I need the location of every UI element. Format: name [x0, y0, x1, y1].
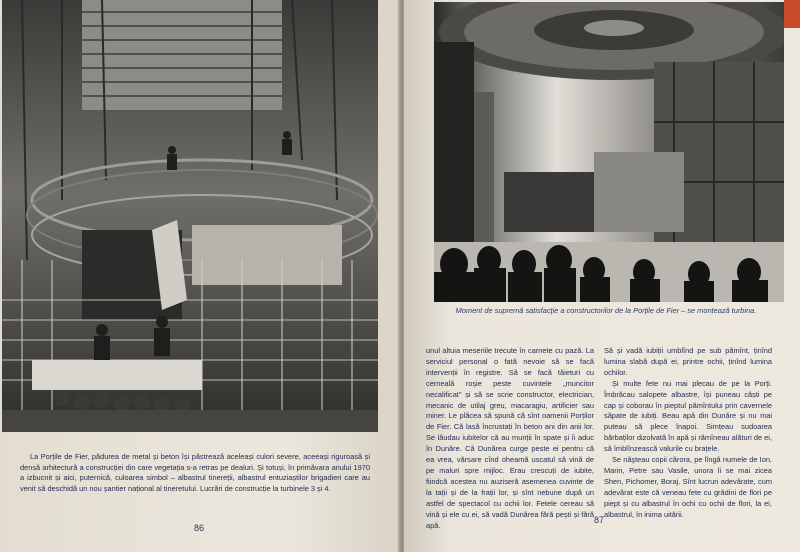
- text-column-1: [426, 346, 594, 531]
- column1-paragraph: unul altuia meseriile trecute în carnete cu pază. La serviciul personal o fată nevoie să se facă intervenții în registre. Să se facă tăieturi cu cerneală roșie peste cuvintele „muncitor necalificat" și să se scrie constructor, electrician, mecanic de utilaj greu, macaragiu, artificier sau miner. Le plăcea să spună că sînt oamenii Porților de Fier. Că lasă încrustați în beton ani din anii lor. Se lăudau iubitelor că au munții în spate și îi aduc în Dunăre. Că Dunărea curge peste ei pentru că ea vrea, vărsare cînd oheamă uscatul să vină de pe maluri spre mijloc. Erau crescuți de iubite, fiindcă acestea nu auziseră asemenea cuvinte de la tații și de la frații lor, și sînt nebune după un astfel de spectacol cu ochii lor. Fetele cereau să vină și ele cu ei, să vadă Dunărea fără pești și fără apă.: [426, 346, 594, 530]
- page-number-right: 87: [594, 515, 605, 525]
- right-page: [404, 0, 800, 552]
- text-column-2: [604, 346, 772, 521]
- bookmark-tab: [784, 0, 800, 28]
- right-photo-caption: Moment de supremă satisfacție a constructorilor de la Porțile de Fier – se montează turbina.: [455, 306, 757, 315]
- page-number-left: 86: [194, 523, 205, 533]
- left-photo-caption: La Porțile de Fier, pădurea de metal și beton își păstrează aceleași culori severe, aceeași riguroasă și densă arhitectură a construcției din care vegetația s-a retras pe dealuri. Și totuși, în primăvara anului 1970 a izbucnit și aici, puternică, culoarea simbol – albastrul tinereții, albastrul entuziaștilor brigadieri care au venit să deschidă un nou șantier național al tineretului. Lucrări de construcție la turbinele 3 și 4.: [20, 452, 370, 493]
- column2-paragraph-1: Să și vadă iubiții umblînd pe sub pămînt, ținînd lumina slabă după ei, printre ochii, ținînd lumina ochilor.: [604, 346, 772, 377]
- column2-paragraph-3: Se năşteau copii cărora, pe lîngă numele de Ion, Marin, Petre sau Vasile, unora li se mai zicea Shen, Pichomer, Boraj. Sînt lucruri adevărate, cum adevărat este că veneau fete cu grădini de flori pe piept și cu albastrul în ochi cu ochii de flori, la ei, albastrul, în inima uitării.: [604, 455, 772, 519]
- photo-turbine-assembly: [434, 2, 784, 302]
- column2-paragraph-2: Și multe fete nu mai plecau de pe la Porți. Îmbrăcau salopete albastre, își puneau căști pe cap și coborau în pieptul pămîntului prin cavernele săpate de iubiți. Beau apă din Dunăre și nu mai puteau să plece înapoi. Simțeau sudoarea bărbaților dizolvată în apă și rămîneau alături de ei, să îmblînzească valurile cu brațele.: [604, 378, 772, 454]
- photo-construction-site: [2, 0, 378, 432]
